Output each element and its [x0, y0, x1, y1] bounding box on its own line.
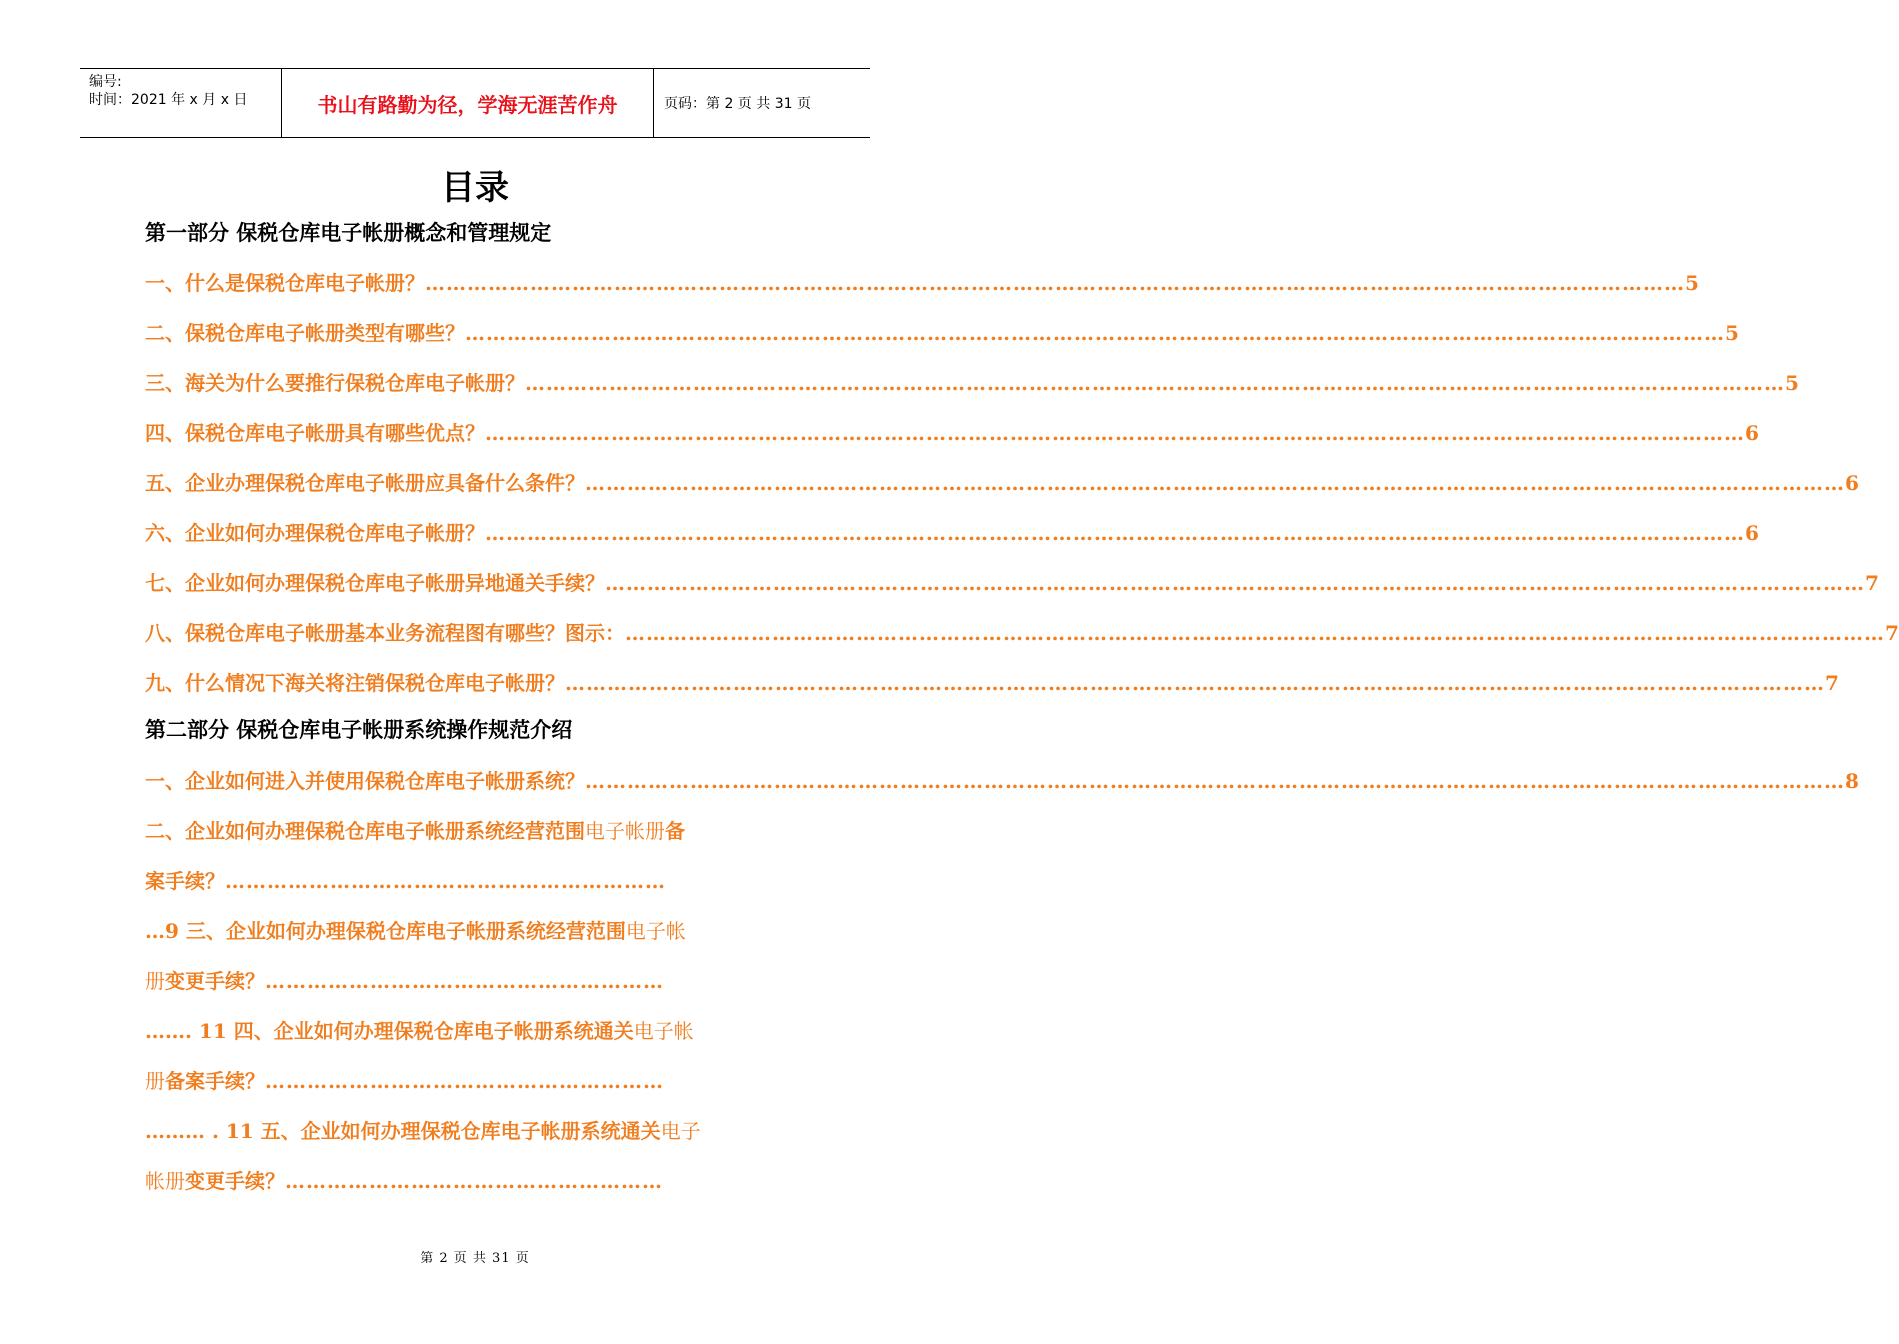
toc-entry-text: 五、企业办理保税仓库电子帐册应具备什么条件？ — [145, 471, 585, 495]
toc-wrapped-line[interactable] — [145, 914, 686, 948]
toc-text: 册 — [145, 969, 165, 993]
toc-entry-leader: ……………………………………………………………………………………………………………………………………………………………… — [585, 471, 1845, 495]
toc-entry-leader: ……………………………………………………………………………………………………………………………………………………………… — [585, 769, 1845, 793]
toc-entry[interactable] — [145, 416, 1759, 450]
toc-entry-page: 5 — [1785, 371, 1799, 395]
toc-text: 变更手续？ — [165, 969, 265, 993]
toc-text: 案手续？ — [145, 869, 225, 893]
toc-text: 变更手续？ — [185, 1169, 285, 1193]
toc-entry-text: 三、海关为什么要推行保税仓库电子帐册？ — [145, 371, 525, 395]
toc-entry-page: 6 — [1745, 521, 1759, 545]
toc-text: 电子帐 — [633, 1019, 694, 1043]
toc-entry-text: 一、企业如何进入并使用保税仓库电子帐册系统？ — [145, 769, 585, 793]
header-time-label: 时间：2021 年 x 月 x 日 — [89, 92, 248, 108]
toc-text: 电子 — [660, 1119, 701, 1143]
toc-entry[interactable] — [145, 366, 1799, 400]
toc-entry-page: 6 — [1845, 471, 1859, 495]
toc-entry[interactable] — [145, 266, 1699, 300]
toc-entry-page: 7 — [1865, 571, 1879, 595]
toc-entry-text: 八、保税仓库电子帐册基本业务流程图有哪些？图示： — [145, 621, 625, 645]
header-motto: 书山有路勤为径，学海无涯苦作舟 — [282, 69, 654, 137]
toc-text: 备案手续？ — [165, 1069, 265, 1093]
toc-entry-leader: ……………………………………………………………………………………………………………………………………………………………… — [485, 421, 1745, 445]
header-number-label: 编号: — [89, 74, 122, 90]
header-page-info: 页码：第 2 页 共 31 页 — [664, 96, 811, 112]
toc-entry-text: 二、保税仓库电子帐册类型有哪些？ — [145, 321, 465, 345]
toc-text: 帐册 — [145, 1169, 185, 1193]
toc-entry-text: 七、企业如何办理保税仓库电子帐册异地通关手续？ — [145, 571, 605, 595]
toc-entry[interactable] — [145, 616, 1899, 650]
toc-entry-leader: ……………………………………………………………………………………………………………………………………………………………… — [525, 371, 1785, 395]
toc-entry-leader: ……………………………………………………………………………………………………………………………………………………………… — [605, 571, 1865, 595]
toc-text: 备 — [665, 819, 685, 843]
toc-entry[interactable] — [145, 566, 1879, 600]
toc-entry[interactable] — [145, 764, 1859, 798]
part2-heading: 第二部分 保税仓库电子帐册系统操作规范介绍 — [145, 718, 573, 742]
toc-leader: ……………………………………………… — [285, 1169, 663, 1193]
toc-wrapped-line[interactable] — [145, 1064, 664, 1098]
toc-leader: ………………………………………………… — [265, 1069, 664, 1093]
toc-text: …9 三、企业如何办理保税仓库电子帐册系统经营范围 — [145, 919, 626, 943]
toc-entry[interactable] — [145, 516, 1759, 550]
toc-wrapped-line[interactable] — [145, 964, 664, 998]
toc-text: ……… . 11 五、企业如何办理保税仓库电子帐册系统通关 — [145, 1119, 661, 1143]
toc-entry-page: 7 — [1885, 621, 1899, 645]
toc-entry-page: 5 — [1685, 271, 1699, 295]
toc-text: 二、企业如何办理保税仓库电子帐册系统经营范围 — [145, 819, 585, 843]
toc-entry[interactable] — [145, 316, 1739, 350]
page-header — [80, 68, 870, 138]
toc-entry-page: 7 — [1825, 671, 1839, 695]
toc-entry-leader: ……………………………………………………………………………………………………………………………………………………………… — [485, 521, 1745, 545]
toc-text: 册 — [145, 1069, 165, 1093]
toc-entry-leader: ……………………………………………………………………………………………………………………………………………………………… — [425, 271, 1685, 295]
toc-entry-text: 四、保税仓库电子帐册具有哪些优点？ — [145, 421, 485, 445]
toc-text: ……. 11 四、企业如何办理保税仓库电子帐册系统通关 — [145, 1019, 634, 1043]
toc-entry-leader: ……………………………………………………………………………………………………………………………………………………………… — [465, 321, 1725, 345]
toc-entry[interactable] — [145, 666, 1839, 700]
toc-entry-text: 一、什么是保税仓库电子帐册？ — [145, 271, 425, 295]
toc-entry-leader: ……………………………………………………………………………………………………………………………………………………………… — [625, 621, 1885, 645]
toc-text: 电子帐 — [625, 919, 686, 943]
toc-wrapped-line[interactable] — [145, 814, 685, 848]
toc-entry-page: 8 — [1845, 769, 1859, 793]
page-footer: 第 2 页 共 31 页 — [420, 1251, 530, 1266]
toc-entry[interactable] — [145, 466, 1859, 500]
toc-wrapped-line[interactable] — [145, 1164, 663, 1198]
toc-leader: ………………………………………………… — [265, 969, 664, 993]
page-title: 目录 — [441, 168, 509, 208]
toc-leader: ……………………………………………………… — [225, 869, 666, 893]
toc-wrapped-line[interactable] — [145, 1014, 694, 1048]
toc-entry-page: 6 — [1745, 421, 1759, 445]
toc-entry-page: 5 — [1725, 321, 1739, 345]
header-meta — [80, 69, 282, 137]
toc-entry-text: 九、什么情况下海关将注销保税仓库电子帐册？ — [145, 671, 565, 695]
toc-wrapped-line[interactable] — [145, 864, 666, 898]
toc-entry-leader: ……………………………………………………………………………………………………………………………………………………………… — [565, 671, 1825, 695]
part1-heading: 第一部分 保税仓库电子帐册概念和管理规定 — [145, 221, 552, 245]
toc-wrapped-line[interactable] — [145, 1114, 701, 1148]
toc-entry-text: 六、企业如何办理保税仓库电子帐册？ — [145, 521, 485, 545]
toc-text: 电子帐册 — [585, 819, 665, 843]
